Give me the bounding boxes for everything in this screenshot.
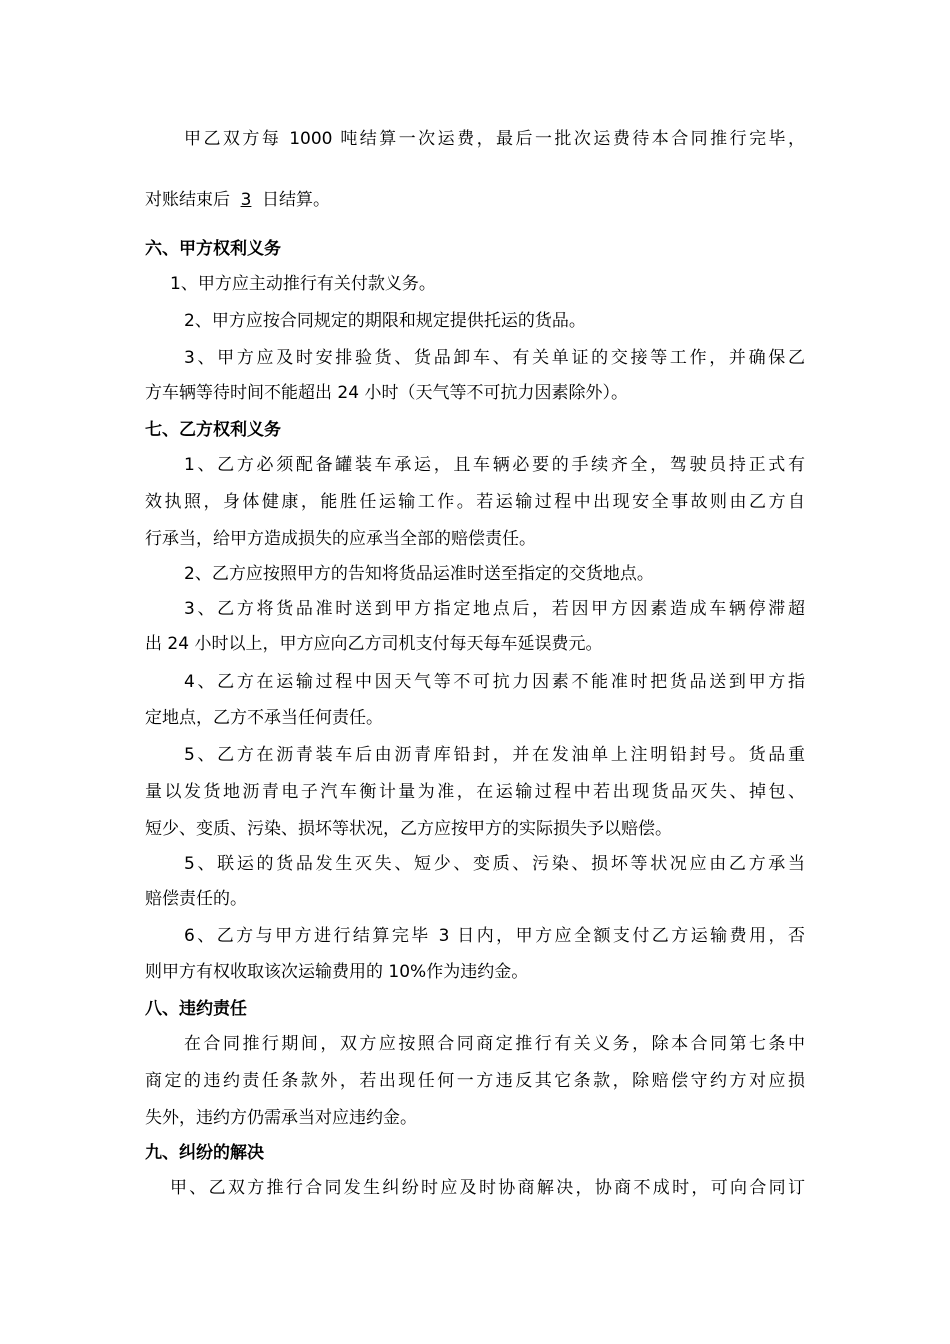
section-7-item-4-line-1: 4、乙方在运输过程中因天气等不可抗力因素不能准时把货品送到甲方指 [184,672,805,692]
section-7-item-3-line-2: 出 24 小时以上，甲方应向乙方司机支付每天每车延误费元。 [145,634,603,654]
section-7-item-5a-line-2: 量以发货地沥青电子汽车衡计量为准，在运输过程中若出现货品灭失、掉包、 [145,782,805,802]
settlement-days-value: 3 [240,190,252,210]
section-7-item-6-line-2: 则甲方有权收取该次运输费用的 10%作为违约金。 [145,962,529,982]
section-7-item-5b-line-2: 赔偿责任的。 [145,889,247,909]
section-6-item-1: 1、甲方应主动推行有关付款义务。 [170,274,436,294]
section-7-item-2: 2、乙方应按照甲方的告知将货品运准时送至指定的交货地点。 [184,564,654,584]
section-7-item-5a-line-3: 短少、变质、污染、损坏等状况，乙方应按甲方的实际损失予以赔偿。 [145,819,672,839]
section-7-item-6-line-1: 6、乙方与甲方进行结算完毕 3 日内，甲方应全额支付乙方运输费用，否 [184,926,805,946]
section-8-para-line-2: 商定的违约责任条款外，若出现任何一方违反其它条款，除赔偿守约方对应损 [145,1071,805,1091]
section-6-heading: 六、甲方权利义务 [145,239,281,259]
section-7-item-1-line-3: 行承当，给甲方造成损失的应承当全部的赔偿责任。 [145,529,536,549]
section-8-heading: 八、违约责任 [145,999,247,1019]
section-6-item-3-line-2: 方车辆等待时间不能超出 24 小时（天气等不可抗力因素除外）。 [145,383,628,403]
intro-line-1: 甲乙双方每 1000 吨结算一次运费，最后一批次运费待本合同推行完毕， [184,129,805,149]
intro-line-2-after: 日结算。 [262,190,330,210]
section-7-item-5a-line-1: 5、乙方在沥青装车后由沥青库铅封，并在发油单上注明铅封号。货品重 [184,745,805,765]
section-8-para-line-3: 失外，违约方仍需承当对应违约金。 [145,1108,417,1128]
section-9-heading: 九、纠纷的解决 [145,1143,264,1163]
section-7-item-3-line-1: 3、乙方将货品准时送到甲方指定地点后，若因甲方因素造成车辆停滞超 [184,599,805,619]
section-9-para-line-1: 甲、乙双方推行合同发生纠纷时应及时协商解决，协商不成时，可向合同订 [170,1178,805,1198]
intro-line-2-before: 对账结束后 [145,190,230,210]
section-7-item-1-line-2: 效执照，身体健康，能胜任运输工作。若运输过程中出现安全事故则由乙方自 [145,492,805,512]
section-6-item-2: 2、甲方应按合同规定的期限和规定提供托运的货品。 [184,311,586,331]
section-7-item-5b-line-1: 5、联运的货品发生灭失、短少、变质、污染、损坏等状况应由乙方承当 [184,854,805,874]
section-7-item-4-line-2: 定地点，乙方不承当任何责任。 [145,708,383,728]
intro-line-2 [145,188,805,212]
section-8-para-line-1: 在合同推行期间，双方应按照合同商定推行有关义务，除本合同第七条中 [184,1034,805,1054]
section-7-heading: 七、乙方权利义务 [145,420,281,440]
section-6-item-3-line-1: 3、甲方应及时安排验货、货品卸车、有关单证的交接等工作，并确保乙 [184,348,805,368]
section-7-item-1-line-1: 1、乙方必须配备罐装车承运，且车辆必要的手续齐全，驾驶员持正式有 [184,455,805,475]
